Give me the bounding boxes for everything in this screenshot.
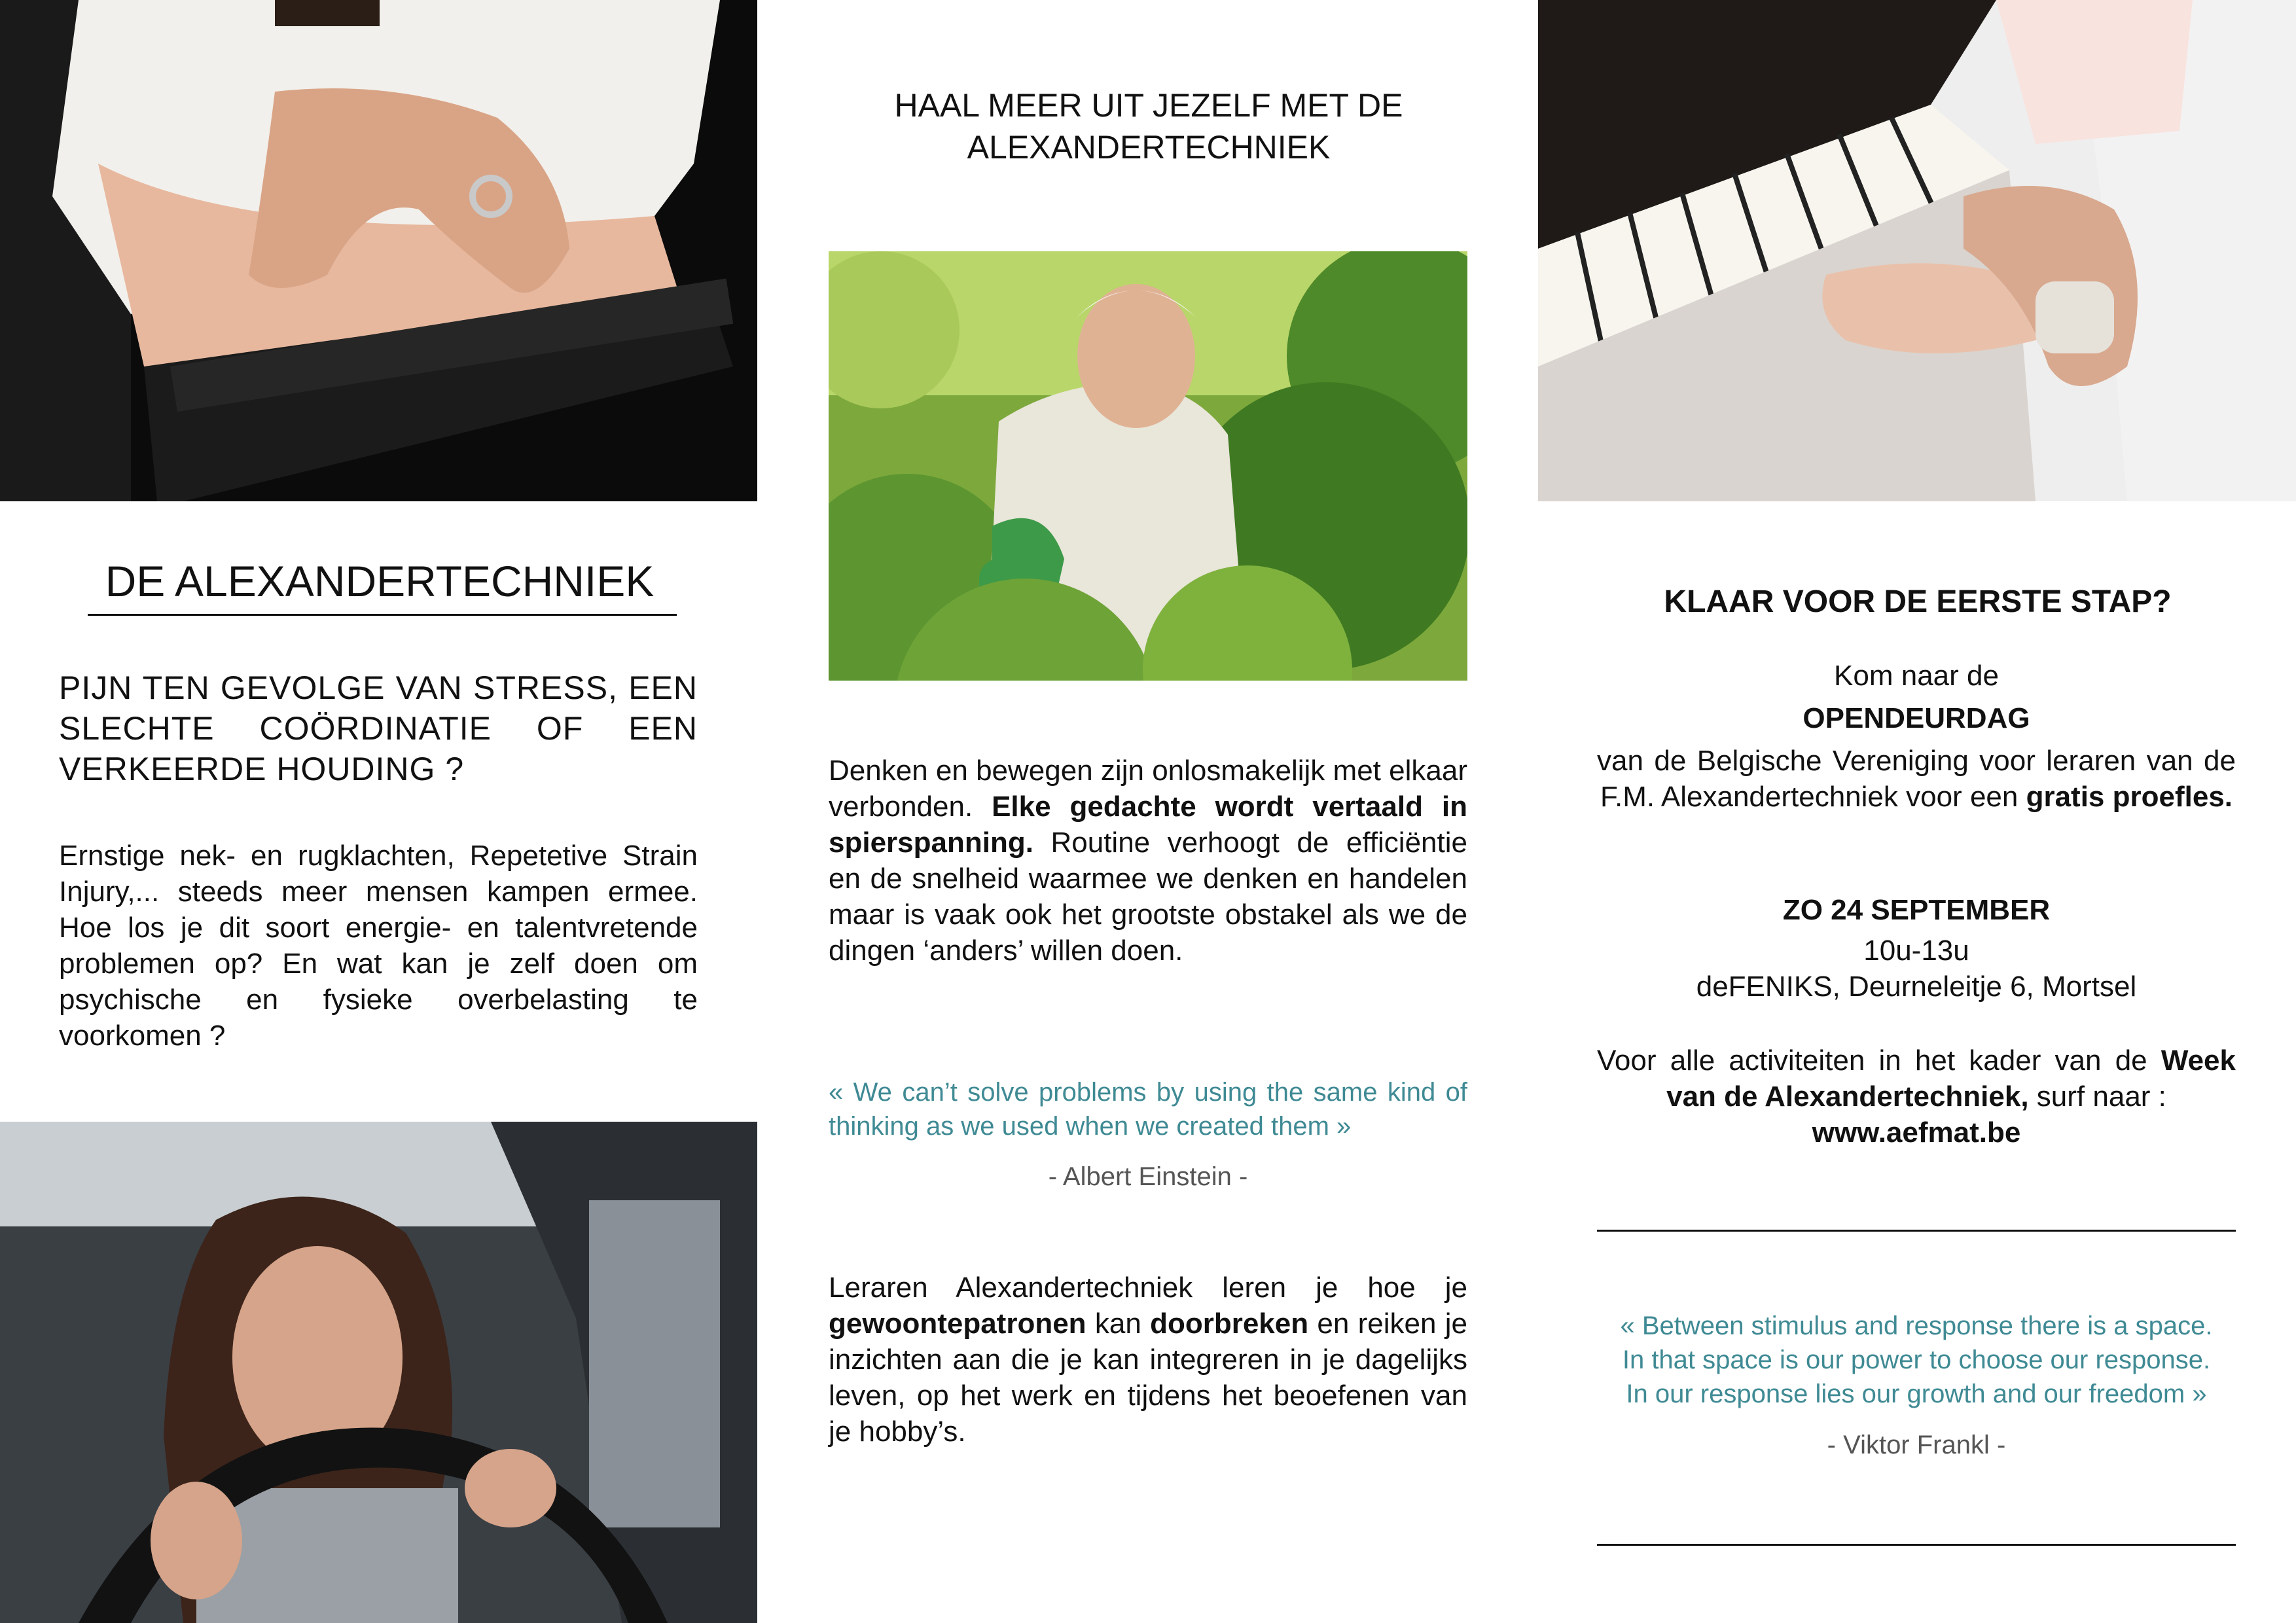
right-bottom-divider	[1597, 1544, 2236, 1546]
middle-p2-e: en reiken je inzichten aan die je kan integreren in je dagelijks leven, op het werk en tijdens het beoefenen van je hobby’s.	[829, 1308, 1468, 1448]
middle-p1-a: Denken en bewegen zijn onlosmakelijk met elkaar verbonden.	[829, 755, 1467, 823]
frankl-author: - Viktor Frankl -	[1827, 1431, 2006, 1459]
middle-p2-c: kan	[1086, 1308, 1151, 1340]
frankl-quote-line2: In that space is our power to choose our response.	[1622, 1346, 2211, 1374]
driver-photo	[0, 1122, 757, 1623]
right-web-a: Voor alle activiteiten in het kader van de	[1597, 1044, 2161, 1077]
back-pain-photo	[0, 0, 757, 501]
right-website-info	[1597, 1043, 2236, 1150]
right-web-c: surf naar :	[2028, 1080, 2166, 1113]
frankl-quote-line1: « Between stimulus and response there is a space.	[1620, 1311, 2213, 1340]
gardener-photo	[829, 251, 1467, 681]
left-title: DE ALEXANDERTECHNIEK	[105, 557, 655, 605]
middle-p1-b: Elke gedachte wordt vertaald in spierspanning.	[829, 791, 1467, 859]
einstein-quote: « We can’t solve problems by using the same kind of thinking as we used when we created them »	[829, 1078, 1467, 1141]
frankl-quote-line3: In our response lies our growth and our freedom »	[1626, 1380, 2207, 1408]
right-org-b: gratis proefles.	[2026, 781, 2233, 813]
middle-title-line1: HAAL MEER UIT JEZELF MET DE	[894, 87, 1403, 124]
right-invite: Kom naar de	[1834, 660, 1999, 692]
left-body: Ernstige nek- en rugklachten, Repetetive Strain Injury,... steeds meer mensen kampen ermee. Hoe los je dit soort energie- en talentvretende problemen op? En wat kan je zelf doen om psychische en fysieke overbelasting te voorkomen ?	[59, 840, 698, 1052]
right-web-b: Week van de Alexandertechniek,	[1666, 1044, 2236, 1113]
website-link[interactable]: www.aefmat.be	[1812, 1116, 2021, 1149]
piano-photo	[1538, 0, 2296, 501]
right-time: 10u-13u	[1863, 935, 1969, 967]
middle-p2-a: Leraren Alexandertechniek leren je hoe je	[829, 1272, 1467, 1304]
right-date: ZO 24 SEPTEMBER	[1782, 894, 2051, 926]
middle-p2-b: gewoontepatronen	[829, 1308, 1086, 1340]
middle-p2-d: doorbreken	[1150, 1308, 1309, 1340]
middle-p1-c: Routine verhoogt de efficiëntie en de snelheid waarmee we denken en handelen maar is vaak ook het grootste obstakel als we de dingen ‘anders’ willen doen.	[829, 827, 1467, 967]
einstein-author: - Albert Einstein -	[1048, 1162, 1248, 1191]
right-top-divider	[1597, 1230, 2236, 1232]
right-organisation	[1597, 743, 2236, 815]
middle-title-line2: ALEXANDERTECHNIEK	[967, 129, 1331, 166]
right-event: OPENDEURDAG	[1803, 702, 2030, 734]
middle-paragraph-1	[829, 753, 1467, 969]
left-title-underline	[88, 614, 677, 616]
right-location: deFENIKS, Deurneleitje 6, Mortsel	[1696, 971, 2137, 1003]
middle-paragraph-2	[829, 1270, 1467, 1450]
right-title: KLAAR VOOR DE EERSTE STAP?	[1664, 584, 2172, 619]
right-org-a: van de Belgische Vereniging voor leraren van de F.M. Alexandertechniek voor een	[1597, 745, 2236, 813]
left-subtitle: PIJN TEN GEVOLGE VAN STRESS, EEN SLECHTE COÖRDINATIE OF EEN VERKEERDE HOUDING ?	[59, 669, 698, 787]
